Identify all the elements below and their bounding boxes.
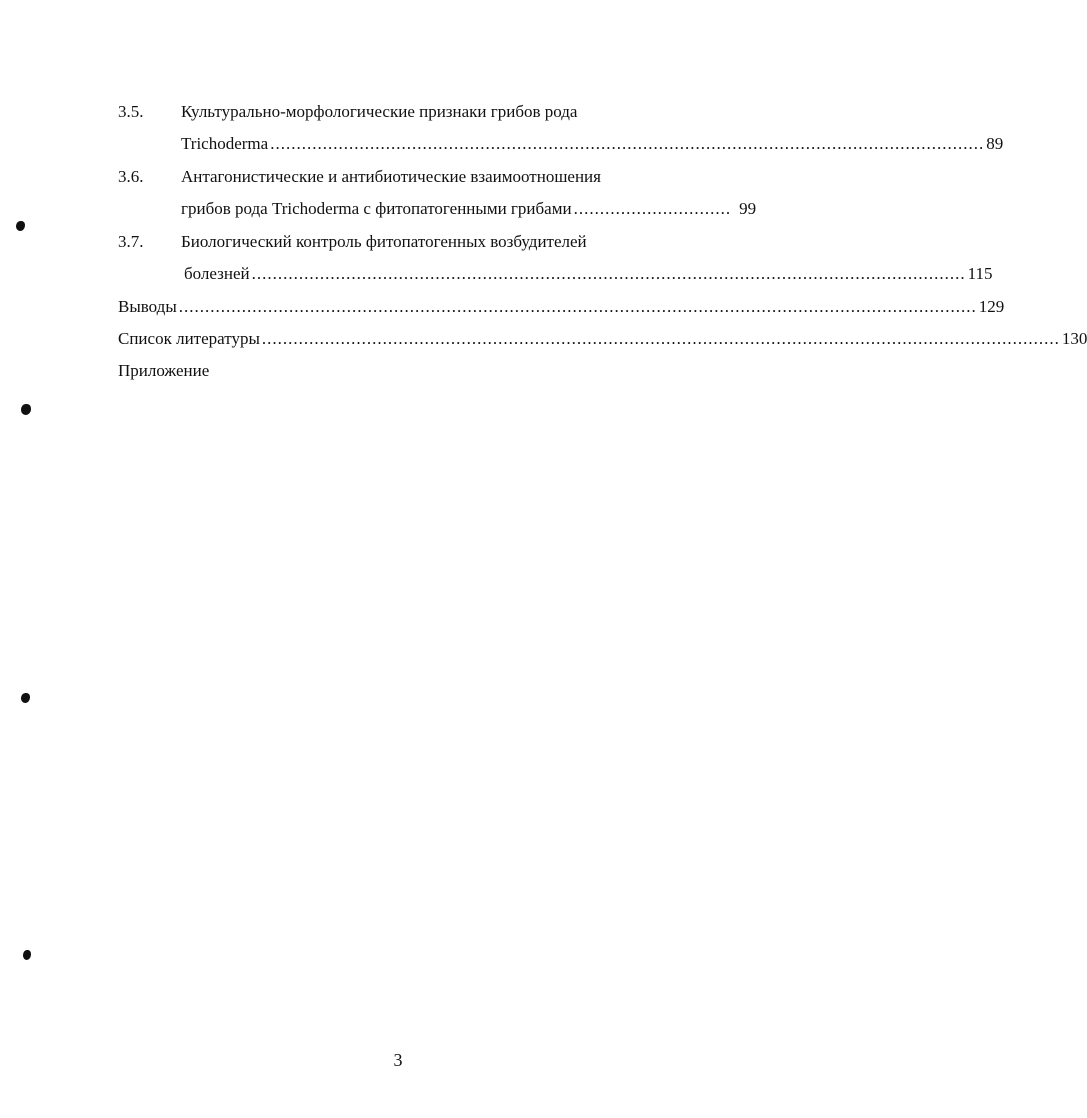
toc-entry-line (118, 328, 1087, 350)
dot-leader: .............................. (573, 199, 732, 218)
dot-leader: ........................................................................................................................................................ (178, 297, 977, 316)
toc-entry-line (181, 133, 1004, 155)
toc-entry-line (181, 198, 757, 220)
toc-entry-title: Биологический контроль фитопатогенных возбудителей (181, 232, 587, 251)
toc-page-number: 89 (986, 134, 1004, 153)
toc-entry-title: Выводы (118, 297, 177, 316)
toc-entry-number: 3.6. (118, 167, 144, 186)
dot-leader: ........................................................................................................................................ (251, 264, 966, 283)
toc-page-number: 99 (739, 199, 757, 218)
binding-hole-mark (23, 950, 31, 960)
toc-entry-title: Список литературы (118, 329, 260, 348)
toc-page-number: 115 (967, 264, 993, 283)
binding-hole-mark (21, 693, 30, 703)
toc-page-number: 130 (1061, 329, 1087, 348)
page-number: 3 (393, 1050, 403, 1070)
dot-leader: ........................................................................................................................................................ (261, 329, 1060, 348)
toc-entry-title: Культурально-морфологические признаки грибов рода (181, 102, 578, 121)
toc-entry-title-cont: Trichoderma (181, 134, 269, 153)
toc-entry-line (184, 263, 993, 285)
toc-entry-number: 3.7. (118, 232, 144, 251)
toc-entry-title-cont: болезней (184, 264, 250, 283)
toc-entry-title-cont: грибов рода Trichoderma с фитопатогенными грибами (181, 199, 572, 218)
toc-entry-title: Приложение (118, 361, 210, 380)
dot-leader: ........................................................................................................................................ (270, 134, 985, 153)
toc-entry-number: 3.5. (118, 102, 144, 121)
binding-hole-mark (16, 221, 25, 231)
toc-entry-title: Антагонистические и антибиотические взаимоотношения (181, 167, 601, 186)
toc-entry-line (118, 296, 1005, 318)
binding-hole-mark (21, 404, 31, 415)
toc-page-number: 129 (978, 297, 1005, 316)
